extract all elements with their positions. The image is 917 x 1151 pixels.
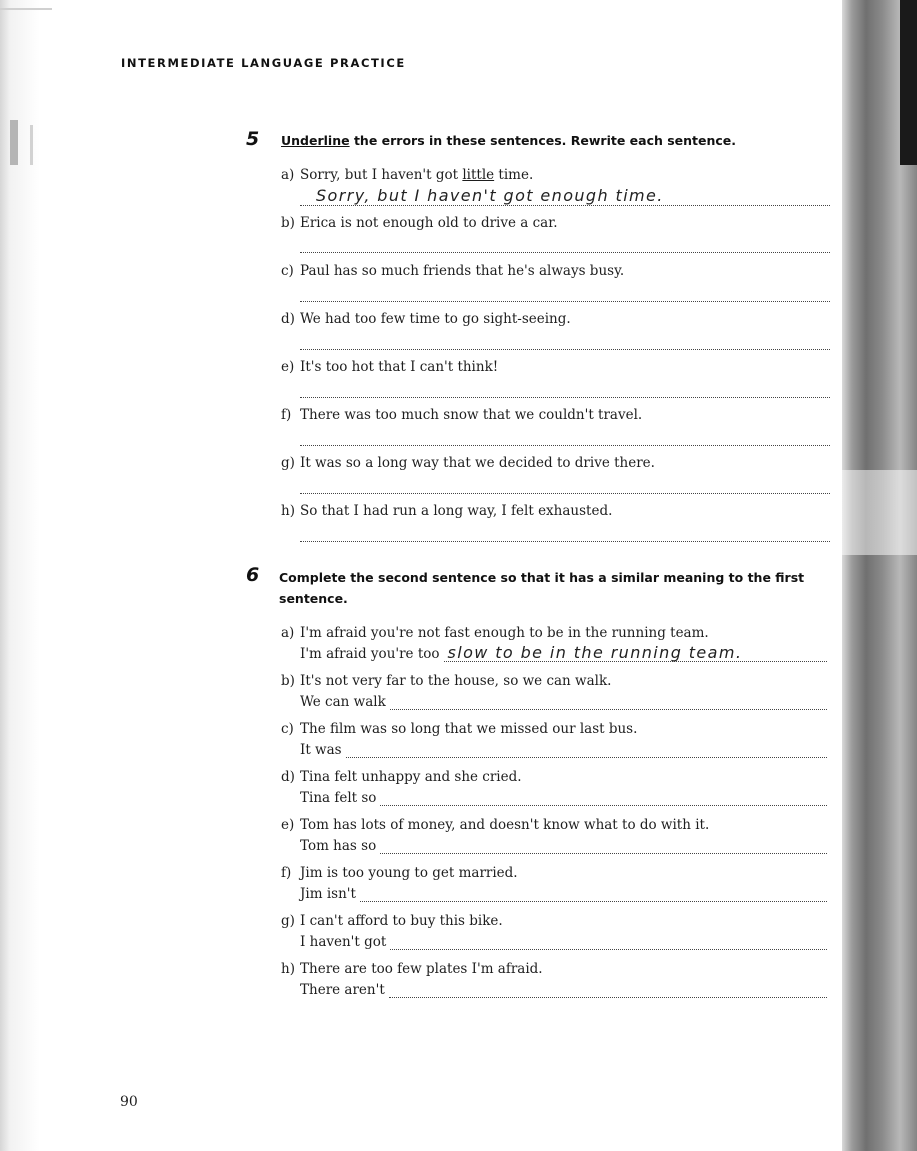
stem-text: I'm afraid you're too: [300, 646, 440, 662]
ex6-stem-f: [300, 886, 827, 902]
answer-line[interactable]: [389, 983, 827, 998]
ex5-item-b: [281, 215, 558, 231]
item-label: e): [281, 817, 295, 833]
handwritten-answer: Sorry, but I haven't got enough time.: [316, 186, 664, 205]
item-label: h): [281, 961, 295, 977]
ex6-item-f: [281, 865, 518, 881]
exercise-5-instructions: [281, 130, 736, 151]
item-label: a): [281, 625, 295, 641]
ex5-item-g: [281, 455, 655, 471]
answer-line[interactable]: [380, 791, 827, 806]
stem-text: Tina felt so: [300, 790, 377, 806]
ex6-item-a: [281, 625, 709, 641]
item-label: f): [281, 407, 292, 423]
handwritten-answer: slow to be in the running team.: [447, 643, 743, 662]
page-number: 90: [120, 1094, 138, 1110]
exercise-6-number: 6: [246, 564, 260, 586]
ex6-stem-g: [300, 934, 827, 950]
item-text: The film was so long that we missed our last bus.: [300, 721, 638, 737]
scan-mark: [842, 470, 917, 555]
ex6-stem-e: [300, 838, 827, 854]
instruction-underlined-word: Underline: [281, 133, 350, 148]
item-text: I'm afraid you're not fast enough to be in the running team.: [300, 625, 709, 641]
answer-line[interactable]: [346, 743, 827, 758]
item-error-underlined: little: [462, 167, 495, 183]
item-label: b): [281, 673, 295, 689]
ex6-stem-a: [300, 643, 827, 662]
item-text: We had too few time to go sight-seeing.: [300, 311, 571, 327]
ex5-item-c: [281, 263, 624, 279]
answer-line[interactable]: [444, 643, 827, 662]
item-text: Erica is not enough old to drive a car.: [300, 215, 558, 231]
ex6-item-b: [281, 673, 611, 689]
item-label: c): [281, 263, 294, 279]
answer-line[interactable]: [300, 329, 830, 350]
answer-line[interactable]: [380, 839, 827, 854]
item-text: There was too much snow that we couldn't travel.: [300, 407, 643, 423]
ex6-item-h: [281, 961, 543, 977]
item-label: b): [281, 215, 295, 231]
item-text: Paul has so much friends that he's always busy.: [300, 263, 625, 279]
stem-text: I haven't got: [300, 934, 387, 950]
answer-line[interactable]: [300, 185, 830, 206]
scan-left-edge: [0, 0, 40, 1151]
item-label: a): [281, 167, 295, 183]
item-text: So that I had run a long way, I felt exhausted.: [300, 503, 613, 519]
ex6-stem-h: [300, 982, 827, 998]
ex5-item-d: [281, 311, 571, 327]
item-text: Jim is too young to get married.: [300, 865, 518, 881]
scan-mark: [0, 8, 52, 10]
stem-text: We can walk: [300, 694, 386, 710]
item-label: e): [281, 359, 295, 375]
item-text-pre: Sorry, but I haven't got: [300, 167, 463, 183]
answer-line[interactable]: [300, 473, 830, 494]
ex6-item-d: [281, 769, 522, 785]
answer-line[interactable]: [300, 281, 830, 302]
answer-line[interactable]: [390, 695, 827, 710]
ex6-item-e: [281, 817, 709, 833]
item-label: g): [281, 455, 295, 471]
exercise-6-instructions: [279, 567, 804, 609]
item-text: It was so a long way that we decided to drive there.: [300, 455, 655, 471]
item-label: f): [281, 865, 292, 881]
item-label: c): [281, 721, 294, 737]
stem-text: There aren't: [300, 982, 385, 998]
answer-line[interactable]: [360, 887, 827, 902]
instruction-line-1: Complete the second sentence so that it has a similar meaning to the first: [279, 570, 805, 585]
instruction-line-2: sentence.: [279, 591, 348, 606]
item-text: It's too hot that I can't think!: [300, 359, 499, 375]
scan-mark: [30, 125, 33, 165]
answer-line[interactable]: [300, 521, 830, 542]
item-text: There are too few plates I'm afraid.: [300, 961, 543, 977]
scan-mark: [900, 0, 917, 165]
item-label: h): [281, 503, 295, 519]
scan-mark: [10, 120, 18, 165]
answer-line[interactable]: [300, 232, 830, 253]
exercise-5-number: 5: [246, 128, 260, 150]
item-text: I can't afford to buy this bike.: [300, 913, 503, 929]
ex6-stem-c: [300, 742, 827, 758]
answer-line[interactable]: [300, 377, 830, 398]
stem-text: Jim isn't: [300, 886, 356, 902]
stem-text: Tom has so: [300, 838, 377, 854]
ex5-item-e: [281, 359, 498, 375]
answer-line[interactable]: [300, 425, 830, 446]
instruction-text: the errors in these sentences. Rewrite each sentence.: [349, 133, 737, 148]
item-label: g): [281, 913, 295, 929]
ex6-item-g: [281, 913, 503, 929]
item-text-post: time.: [494, 167, 534, 183]
item-label: d): [281, 769, 295, 785]
item-text: Tina felt unhappy and she cried.: [300, 769, 522, 785]
item-label: d): [281, 311, 295, 327]
answer-line[interactable]: [390, 935, 827, 950]
ex5-item-h: [281, 503, 612, 519]
scan-right-edge: [842, 0, 917, 1151]
ex6-stem-d: [300, 790, 827, 806]
ex6-stem-b: [300, 694, 827, 710]
item-text: Tom has lots of money, and doesn't know what to do with it.: [300, 817, 710, 833]
ex5-item-a: [281, 167, 533, 183]
ex6-item-c: [281, 721, 637, 737]
running-header: INTERMEDIATE LANGUAGE PRACTICE: [121, 56, 406, 70]
item-text: It's not very far to the house, so we can walk.: [300, 673, 612, 689]
ex5-item-f: [281, 407, 642, 423]
stem-text: It was: [300, 742, 342, 758]
